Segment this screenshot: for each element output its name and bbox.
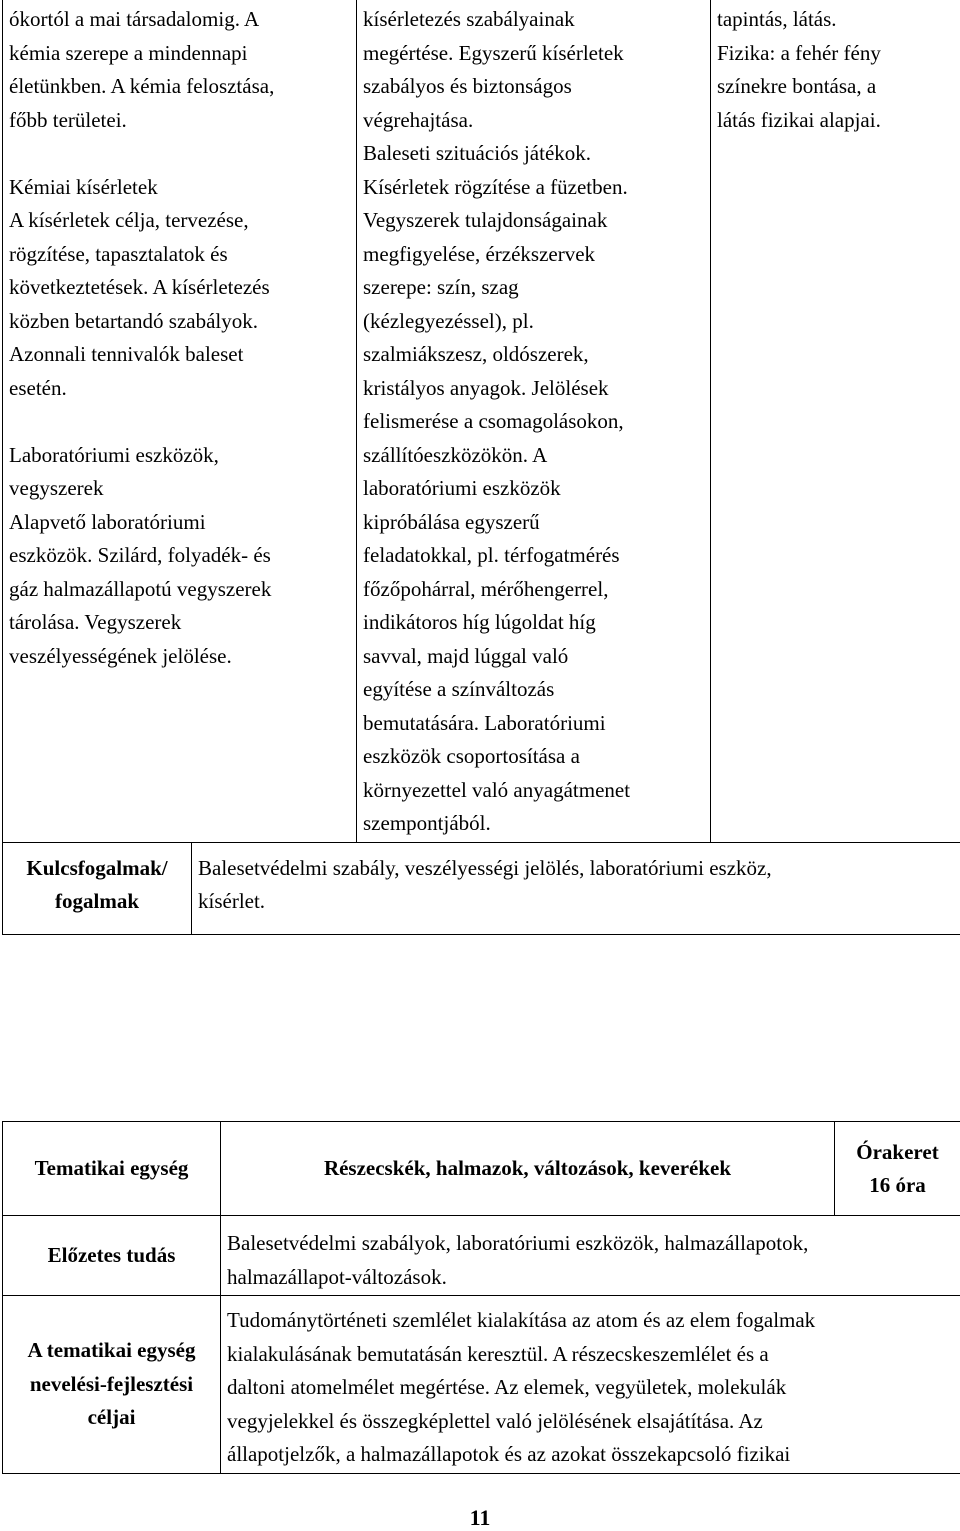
key-concepts-label-text: Kulcsfogalmak/ fogalmak [26,855,168,913]
curriculum-table [2,0,960,935]
unit-title: Részecskék, halmazok, változások, keverékek [221,1122,835,1216]
topics-cell [3,0,357,842]
content-row [3,0,960,842]
hours-cell [835,1122,960,1216]
activities-text: kísérletezés szabályainak megértése. Egyszerű kísérletek szabályos és biztonságos végrehajtása. Baleseti szituációs játékok. Kísérletek rögzítése a füzetben. Vegyszerek tulajdonságainak megfigyelése, érzékszervek szerepe: szín, szag (kézlegyezéssel), pl. szalmiákszesz, oldószerek, kristályos anyagok. Jelölések felismerése a csomagolásokon, szállítóeszközökön. A laboratóriumi eszközök kipróbálása egyszerű feladatokkal, pl. térfogatmérés főzőpohárral, mérőhengerrel, indikátoros híg lúgoldat híg savval, majd lúggal való egyítése a színváltozás bemutatására. Laboratóriumi eszközök csoportosítása a környezettel való anyagátmenet szempontjából. [363,7,631,835]
page-number: 11 [469,1505,491,1530]
connections-cell [711,0,960,842]
unit-label: Tematikai egység [3,1122,221,1216]
key-concepts-row [3,842,960,934]
topic-experiments-text: Kémiai kísérletek A kísérletek célja, tervezése, rögzítése, tapasztalatok és következtetések. A kísérletezés közben betartandó szabályok. Azonnali tennivalók baleset esetén. [9,174,270,400]
topic-lab-tools-text: Laboratóriumi eszközök, vegyszerek Alapvető laboratóriumi eszközök. Szilárd, folyadék- és gáz halmazállapotú vegyszerek tárolása. Vegyszerek veszélyességének jelölése. [9,442,272,668]
unit-header-row [3,1122,960,1216]
key-concepts-label [3,842,192,934]
activities-cell [357,0,711,842]
key-concepts-value [192,842,960,934]
key-concepts-text: Balesetvédelmi szabály, veszélyességi jelölés, laboratóriumi eszköz, kísérlet. [198,855,772,913]
connections-text-1: tapintás, látás. [717,7,837,31]
hours-label: Órakeret 16 óra [856,1139,939,1197]
goals-label: A tematikai egység nevelési-fejlesztési céljai [27,1338,196,1430]
goals-text: Tudománytörténeti szemlélet kialakítása az atom és az elem fogalmak kialakulásának bemutatásán keresztül. A részecskeszemlélet és a daltoni atomelmélet megértése. Az elemek, vegyületek, molekulák vegyjelekkel és összegképlettel való jelölésének elsajátítása. Az állapotjelzők, a halmazállapotok és az azokat összekapcsoló fizikai [227,1308,816,1466]
goals-value [221,1296,960,1474]
prior-text: Balesetvédelmi szabályok, laboratóriumi eszközök, halmazállapotok, halmazállapot-változások. [227,1231,809,1289]
prior-knowledge-row [3,1216,960,1296]
prior-label: Előzetes tudás [3,1216,221,1296]
topic-intro-text: ókortól a mai társadalomig. A kémia szerepe a mindennapi életünkben. A kémia felosztása, főbb területei. [9,7,275,132]
goals-label-cell [3,1296,221,1474]
thematic-unit-table [2,1121,960,1474]
connections-text-2: Fizika: a fehér fény színekre bontása, a látás fizikai alapjai. [717,40,881,132]
prior-value [221,1216,960,1296]
goals-row [3,1296,960,1474]
